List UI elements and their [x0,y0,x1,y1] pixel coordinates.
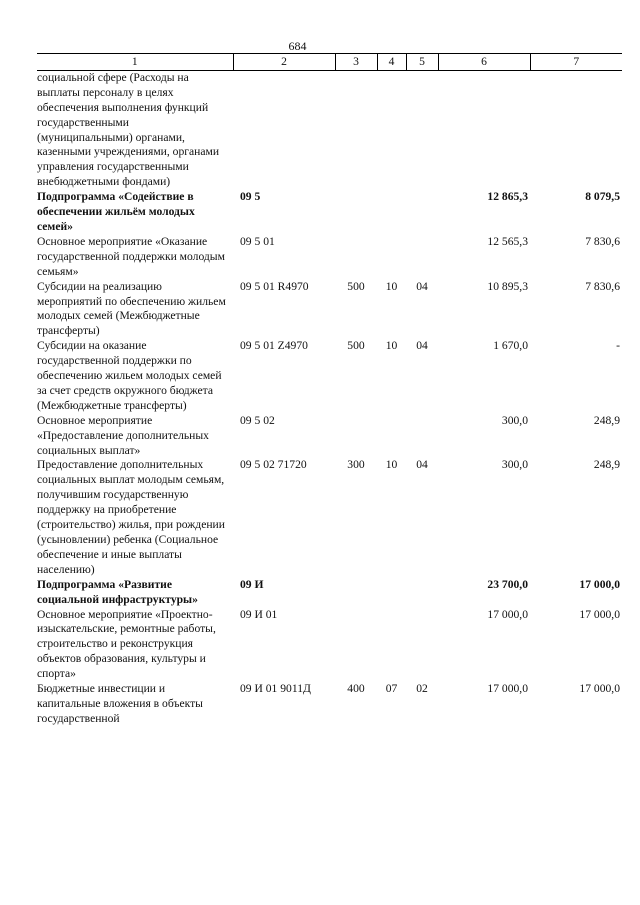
row-code-cell: 09 И [240,577,264,591]
row-sum-fact-cell: 8 079,5 [585,190,620,204]
column-header-4: 4 [377,54,406,71]
row-sum-plan-cell: 10 895,3 [487,279,528,293]
row-vr-cell [335,235,377,280]
row-rz-cell [377,414,406,459]
row-code-cell: 09 И 01 [240,607,278,621]
row-sum-plan-cell: 17 000,0 [487,607,528,621]
row-name-cell: Подпрограмма «Развитие социальной инфраструктуры» [37,577,198,606]
row-code-cell: 09 5 02 [240,413,275,427]
row-name-cell: Предоставление дополнительных социальных выплат молодым семьям, получившим государственную поддержку на приобретение (строительство) жилья, при рождении (усыновлении) ребенка (Социальное обеспечение и иные выплаты населению) [37,458,225,576]
row-name-cell: Основное мероприятие «Оказание государственной поддержки молодым семьям» [37,234,225,278]
row-code-cell: 09 5 01 Z4970 [240,339,308,353]
page-number: 684 [288,39,307,53]
column-header-6: 6 [438,54,530,71]
row-sum-fact-cell: 17 000,0 [579,607,620,621]
table-row [37,578,622,608]
table-header-row [37,54,622,71]
row-rz-cell [377,235,406,280]
row-sum-plan-cell: 17 000,0 [487,682,528,696]
table-row [37,682,622,727]
row-vr-cell [335,414,377,459]
row-rz-cell: 10 [385,458,398,472]
row-name-cell: социальной сфере (Расходы на выплаты персоналу в целях обеспечения выполнения функций государственными (муниципальными) органами, казенными учреждениями, органами управления государственными внебюджетными фондами) [37,70,220,189]
row-code-cell: 09 5 02 71720 [240,458,307,472]
row-name-cell: Подпрограмма «Содействие в обеспечении жильём молодых семей» [37,190,195,233]
row-sum-fact-cell: 7 830,6 [585,234,620,248]
budget-table [37,53,622,727]
row-name-cell: Бюджетные инвестиции и капитальные вложения в объекты государственной [37,682,203,725]
row-sum-fact-cell [530,70,622,190]
row-vr-cell: 500 [347,339,365,353]
row-sum-plan-cell: 23 700,0 [487,577,528,591]
table-row [37,414,622,459]
row-rz-cell: 10 [385,339,398,353]
table-row [37,339,622,414]
row-rz-cell [377,578,406,608]
column-header-3: 3 [335,54,377,71]
row-sum-plan-cell: 12 565,3 [487,234,528,248]
row-name-cell: Субсидии на оказание государственной поддержки по обеспечению жильем молодых семей за счет средств окружного бюджета (Межбюджетные трансферты) [37,339,222,412]
table-row [37,190,622,235]
row-name-cell: Основное мероприятие «Предоставление дополнительных социальных выплат» [37,413,209,457]
row-rz-cell [377,190,406,235]
row-pr-cell [406,414,438,459]
row-code-cell: 09 5 01 [240,234,275,248]
row-rz-cell [377,70,406,190]
row-pr-cell [406,235,438,280]
row-vr-cell: 400 [347,682,365,696]
row-code-cell: 09 5 [240,190,261,204]
table-row [37,458,622,577]
row-pr-cell: 04 [416,458,428,472]
row-code-cell: 09 5 01 R4970 [240,279,309,293]
column-header-7: 7 [530,54,622,71]
row-pr-cell [406,70,438,190]
row-sum-fact-cell: 7 830,6 [585,279,620,293]
row-vr-cell [335,578,377,608]
row-sum-plan-cell: 1 670,0 [493,339,528,353]
row-sum-plan-cell: 300,0 [501,458,528,472]
row-pr-cell: 04 [416,339,428,353]
table-row [37,280,622,340]
column-header-1: 1 [37,54,233,71]
row-sum-fact-cell: 248,9 [593,413,620,427]
row-code-cell [233,70,335,190]
row-name-cell: Основное мероприятие «Проектно-изыскательские, ремонтные работы, строительство и реконструкция объектов образования, культуры и спорта» [37,607,216,681]
row-rz-cell: 07 [385,682,398,696]
row-sum-plan-cell [438,70,530,190]
row-code-cell: 09 И 01 9011Д [240,682,311,696]
table-row [37,70,622,190]
table-row [37,608,622,683]
table-row [37,235,622,280]
row-vr-cell: 500 [347,279,365,293]
row-name-cell: Субсидии на реализацию мероприятий по обеспечению жильем молодых семей (Межбюджетные трансферты) [37,279,226,338]
row-rz-cell: 10 [385,279,398,293]
row-vr-cell [335,608,377,683]
row-pr-cell: 02 [416,682,428,696]
row-pr-cell: 04 [416,279,428,293]
row-sum-fact-cell: 248,9 [593,458,620,472]
row-rz-cell [377,608,406,683]
row-sum-plan-cell: 300,0 [501,413,528,427]
column-header-2: 2 [233,54,335,71]
row-sum-fact-cell: - [616,339,620,353]
column-header-5: 5 [406,54,438,71]
row-vr-cell [335,70,377,190]
row-vr-cell [335,190,377,235]
row-sum-fact-cell: 17 000,0 [579,577,620,591]
row-pr-cell [406,578,438,608]
row-pr-cell [406,190,438,235]
row-vr-cell: 300 [347,458,365,472]
row-sum-plan-cell: 12 865,3 [487,190,528,204]
row-pr-cell [406,608,438,683]
row-sum-fact-cell: 17 000,0 [579,682,620,696]
